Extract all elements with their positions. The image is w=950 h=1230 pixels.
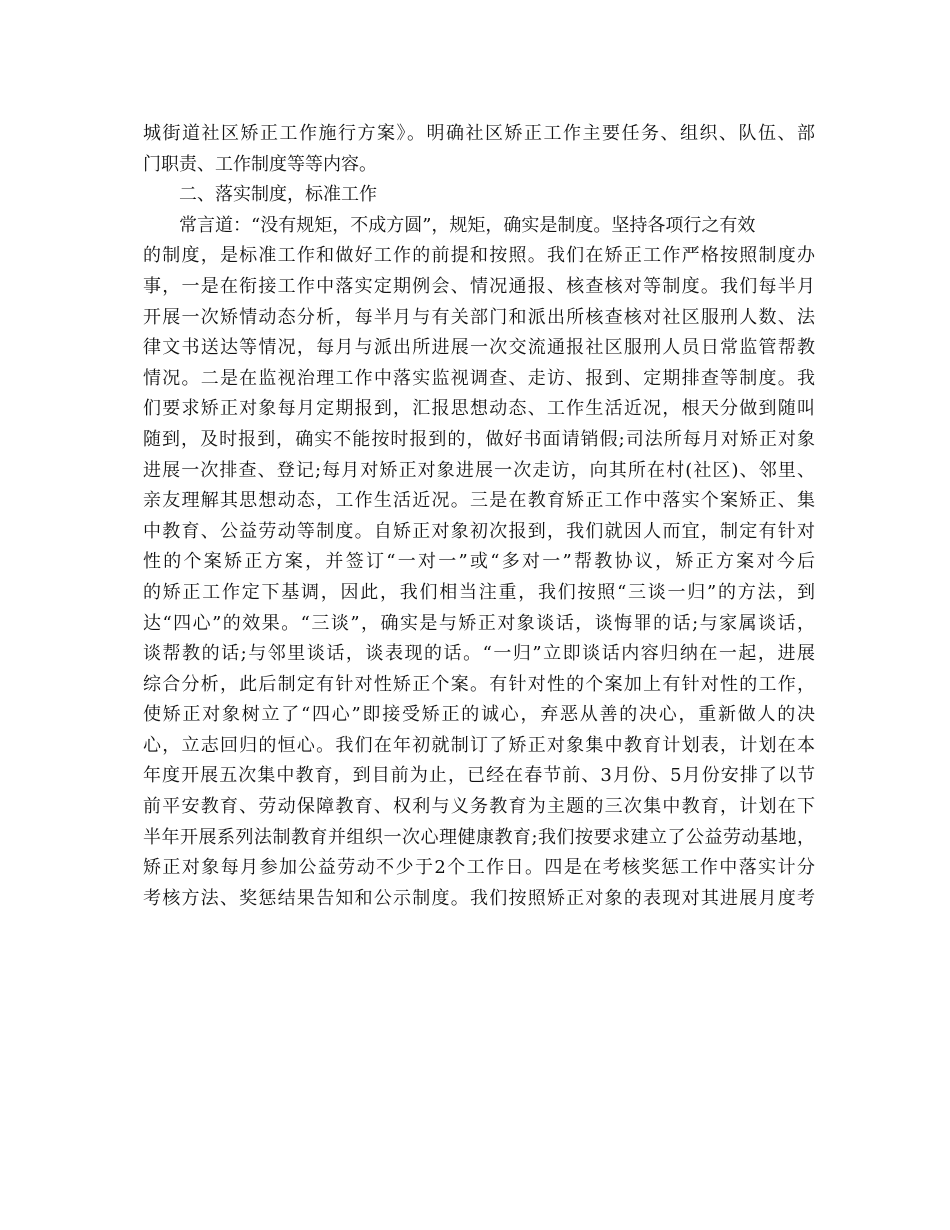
- text-line: 城街道社区矫正工作施行方案》。明确社区矫正工作主要任务、组织、队伍、部: [143, 123, 817, 144]
- text-line: 半年开展系列法制教育并组织一次心理健康教育;我们按要求建立了公益劳动基地，: [143, 826, 816, 848]
- text-line: 事，一是在衔接工作中落实定期例会、情况通报、核查核对等制度。我们每半月: [143, 275, 817, 297]
- text-line: 常言道：“没有规矩，不成方圆”，规矩，确实是制度。坚持各项行之有效: [179, 214, 756, 236]
- text-line: 中教育、公益劳动等制度。自矫正对象初次报到，我们就因人而宜，制定有针对: [143, 520, 817, 542]
- text-line: 综合分析，此后制定有针对性矫正个案。有针对性的个案加上有针对性的工作，: [143, 673, 817, 695]
- text-line: 随到，及时报到，确实不能按时报到的，做好书面请销假;司法所每月对矫正对象: [143, 428, 817, 450]
- text-line: 情况。二是在监视治理工作中落实监视调查、走访、报到、定期排查等制度。我: [143, 367, 817, 389]
- text-line: 前平安教育、劳动保障教育、权利与义务教育为主题的三次集中教育，计划在下: [143, 796, 817, 818]
- text-line: 进展一次排查、登记;每月对矫正对象进展一次走访，向其所在村(社区)、邻里、: [143, 459, 817, 481]
- text-line: 心，立志回归的恒心。我们在年初就制订了矫正对象集中教育计划表，计划在本: [143, 734, 817, 756]
- text-line: 开展一次矫情动态分析，每半月与有关部门和派出所核查核对社区服刑人数、法: [143, 306, 817, 328]
- text-line: 律文书送达等情况，每月与派出所进展一次交流通报社区服刑人员日常监管帮教: [143, 337, 817, 359]
- text-line: 使矫正对象树立了“四心”即接受矫正的诚心，弃恶从善的决心，重新做人的决: [143, 704, 817, 726]
- text-line: 年度开展五次集中教育，到目前为止，已经在春节前、3月份、5月份安排了以节: [143, 765, 817, 787]
- text-line: 谈帮教的话;与邻里谈话，谈表现的话。“一归”立即谈话内容归纳在一起，进展: [143, 643, 817, 665]
- text-line: 的矫正工作定下基调，因此，我们相当注重，我们按照“三谈一归”的方法，到: [143, 581, 817, 603]
- text-line: 亲友理解其思想动态，工作生活近况。三是在教育矫正工作中落实个案矫正、集: [143, 490, 817, 512]
- text-line: 门职责、工作制度等等内容。: [143, 153, 377, 175]
- text-line: 的制度，是标准工作和做好工作的前提和按照。我们在矫正工作严格按照制度办: [143, 245, 817, 267]
- text-line: 们要求矫正对象每月定期报到，汇报思想动态、工作生活近况，根天分做到随叫: [143, 398, 817, 420]
- text-line: 考核方法、奖惩结果告知和公示制度。我们按照矫正对象的表现对其进展月度考: [143, 887, 817, 909]
- body-text: [143, 119, 818, 914]
- text-line: 矫正对象每月参加公益劳动不少于2个工作日。四是在考核奖惩工作中落实计分: [143, 857, 817, 879]
- text-line: 性的个案矫正方案，并签订“一对一”或“多对一”帮教协议，矫正方案对今后: [143, 551, 818, 573]
- text-line: 二、落实制度，标准工作: [179, 184, 377, 206]
- text-line: 达“四心”的效果。“三谈”，确实是与矫正对象谈话，谈悔罪的话;与家属谈话，: [143, 612, 817, 634]
